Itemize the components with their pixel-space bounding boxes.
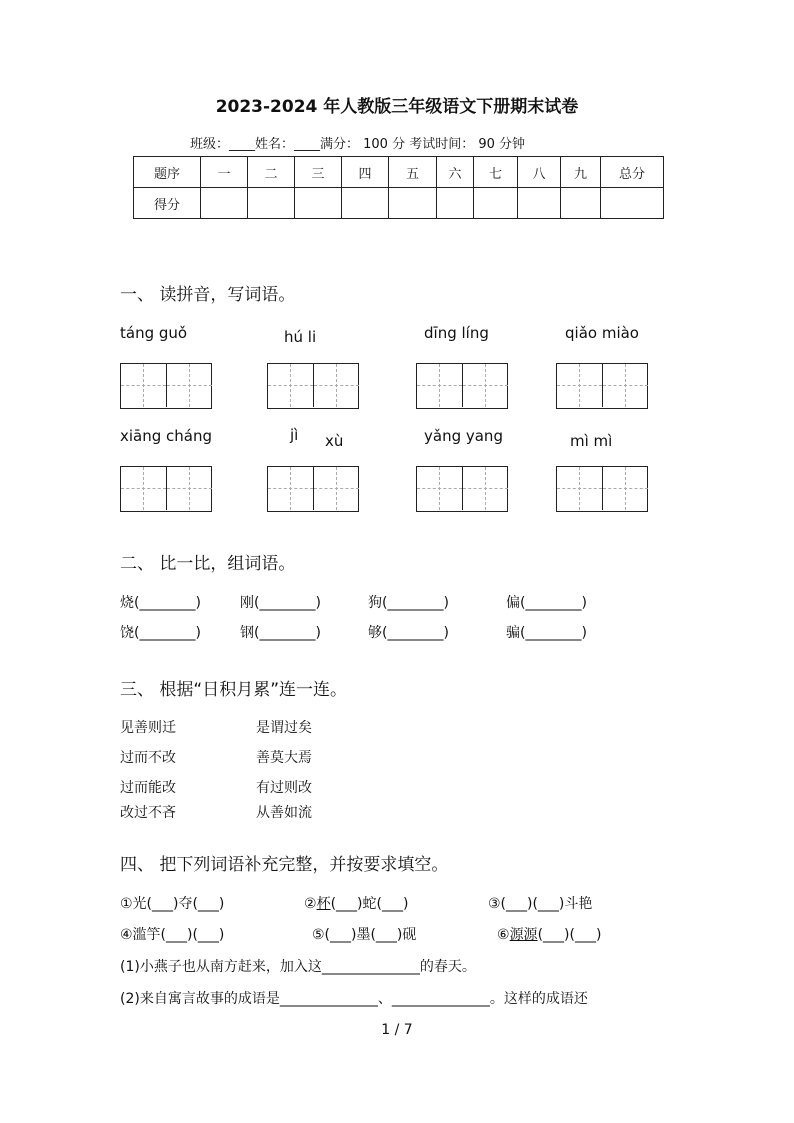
match-right-item[interactable]: 善莫大焉 <box>256 750 312 766</box>
table-header-cell: 六 <box>437 157 474 188</box>
pinyin-label: táng guǒ <box>120 324 188 342</box>
score-input-cell[interactable] <box>342 188 389 219</box>
match-right-item[interactable]: 从善如流 <box>256 805 312 821</box>
table-header-cell: 一 <box>201 157 248 188</box>
pinyin-label: dīng líng <box>424 324 489 342</box>
match-left-item[interactable]: 改过不吝 <box>120 805 176 821</box>
pinyin-label: yǎng yang <box>424 427 503 445</box>
table-header-cell: 三 <box>295 157 342 188</box>
match-right-item[interactable]: 有过则改 <box>256 780 312 796</box>
question-1[interactable]: (1)小燕子也从南方赶来，加入这______________的春天。 <box>120 959 476 975</box>
idiom-number: ② <box>304 896 317 912</box>
score-table-header-row <box>134 157 664 188</box>
table-header-cell: 题序 <box>134 157 201 188</box>
pinyin-label: mì mì <box>570 432 613 450</box>
writing-grid[interactable] <box>267 363 359 409</box>
writing-grid[interactable] <box>416 363 508 409</box>
writing-grid[interactable] <box>556 363 648 409</box>
idiom-fill-item[interactable]: ④滥竽(___)(___) <box>120 927 225 943</box>
idiom-rest: (___)(___) <box>537 927 602 943</box>
pinyin-label: hú li <box>284 328 317 346</box>
match-left-item[interactable]: 过而不改 <box>120 750 176 766</box>
page-title: 2023-2024 年人教版三年级语文下册期末试卷 <box>215 97 579 117</box>
table-header-cell: 四 <box>342 157 389 188</box>
score-table-score-row <box>134 188 664 219</box>
writing-grid[interactable] <box>556 466 648 512</box>
idiom-underlined-char: 杯 <box>316 896 331 912</box>
idiom-fill-item[interactable] <box>304 893 408 913</box>
word-fill-item[interactable]: 狗(________) <box>368 595 449 611</box>
pinyin-label: xù <box>325 432 344 450</box>
section-2-heading: 二、 比一比，组词语。 <box>120 554 296 574</box>
writing-grid[interactable] <box>416 466 508 512</box>
writing-grid[interactable] <box>267 466 359 512</box>
score-input-cell[interactable] <box>437 188 474 219</box>
score-input-cell[interactable] <box>201 188 248 219</box>
pinyin-label: xiāng cháng <box>120 427 213 445</box>
idiom-fill-item[interactable] <box>497 924 601 944</box>
idiom-fill-item[interactable]: ①光(___)夺(___) <box>120 896 225 912</box>
writing-grid[interactable] <box>120 466 212 512</box>
score-input-cell[interactable] <box>601 188 664 219</box>
table-row-label: 得分 <box>134 188 201 219</box>
pinyin-label: jì <box>290 426 299 444</box>
question-2[interactable]: (2)来自寓言故事的成语是______________、______________。这样的成语还 <box>120 991 588 1007</box>
score-input-cell[interactable] <box>518 188 561 219</box>
score-input-cell[interactable] <box>248 188 295 219</box>
table-header-cell: 八 <box>518 157 561 188</box>
score-input-cell[interactable] <box>561 188 601 219</box>
section-1-heading: 一、 读拼音，写词语。 <box>120 285 296 305</box>
score-table <box>133 156 664 219</box>
score-input-cell[interactable] <box>474 188 518 219</box>
word-fill-item[interactable]: 刚(________) <box>240 595 321 611</box>
idiom-fill-item[interactable]: ③(___)(___)斗艳 <box>488 896 593 912</box>
pinyin-label: qiǎo miào <box>565 324 639 342</box>
idiom-rest: (___)蛇(___) <box>330 896 409 912</box>
score-input-cell[interactable] <box>389 188 437 219</box>
student-info-line: 班级：____姓名：____满分： 100 分 考试时间： 90 分钟 <box>190 137 526 152</box>
table-header-cell: 七 <box>474 157 518 188</box>
section-4-heading: 四、 把下列词语补充完整，并按要求填空。 <box>120 855 449 875</box>
table-header-cell: 五 <box>389 157 437 188</box>
word-fill-item[interactable]: 偏(________) <box>506 595 587 611</box>
score-input-cell[interactable] <box>295 188 342 219</box>
word-fill-item[interactable]: 钢(________) <box>240 625 321 641</box>
table-header-cell: 九 <box>561 157 601 188</box>
table-header-cell: 二 <box>248 157 295 188</box>
idiom-number: ⑥ <box>497 927 510 943</box>
section-3-heading: 三、 根据“日积月累”连一连。 <box>120 680 348 700</box>
word-fill-item[interactable]: 够(________) <box>368 625 449 641</box>
word-fill-item[interactable]: 骗(________) <box>506 625 587 641</box>
match-left-item[interactable]: 见善则迁 <box>120 720 176 736</box>
match-right-item[interactable]: 是谓过矣 <box>256 720 312 736</box>
idiom-underlined-char: 源源 <box>509 927 538 943</box>
word-fill-item[interactable]: 饶(________) <box>120 625 201 641</box>
word-fill-item[interactable]: 烧(________) <box>120 595 201 611</box>
writing-grid[interactable] <box>120 363 212 409</box>
page-number: 1 / 7 <box>381 1022 413 1038</box>
match-left-item[interactable]: 过而能改 <box>120 780 176 796</box>
idiom-fill-item[interactable]: ⑤(___)墨(___)砚 <box>312 927 417 943</box>
table-header-cell: 总分 <box>601 157 664 188</box>
